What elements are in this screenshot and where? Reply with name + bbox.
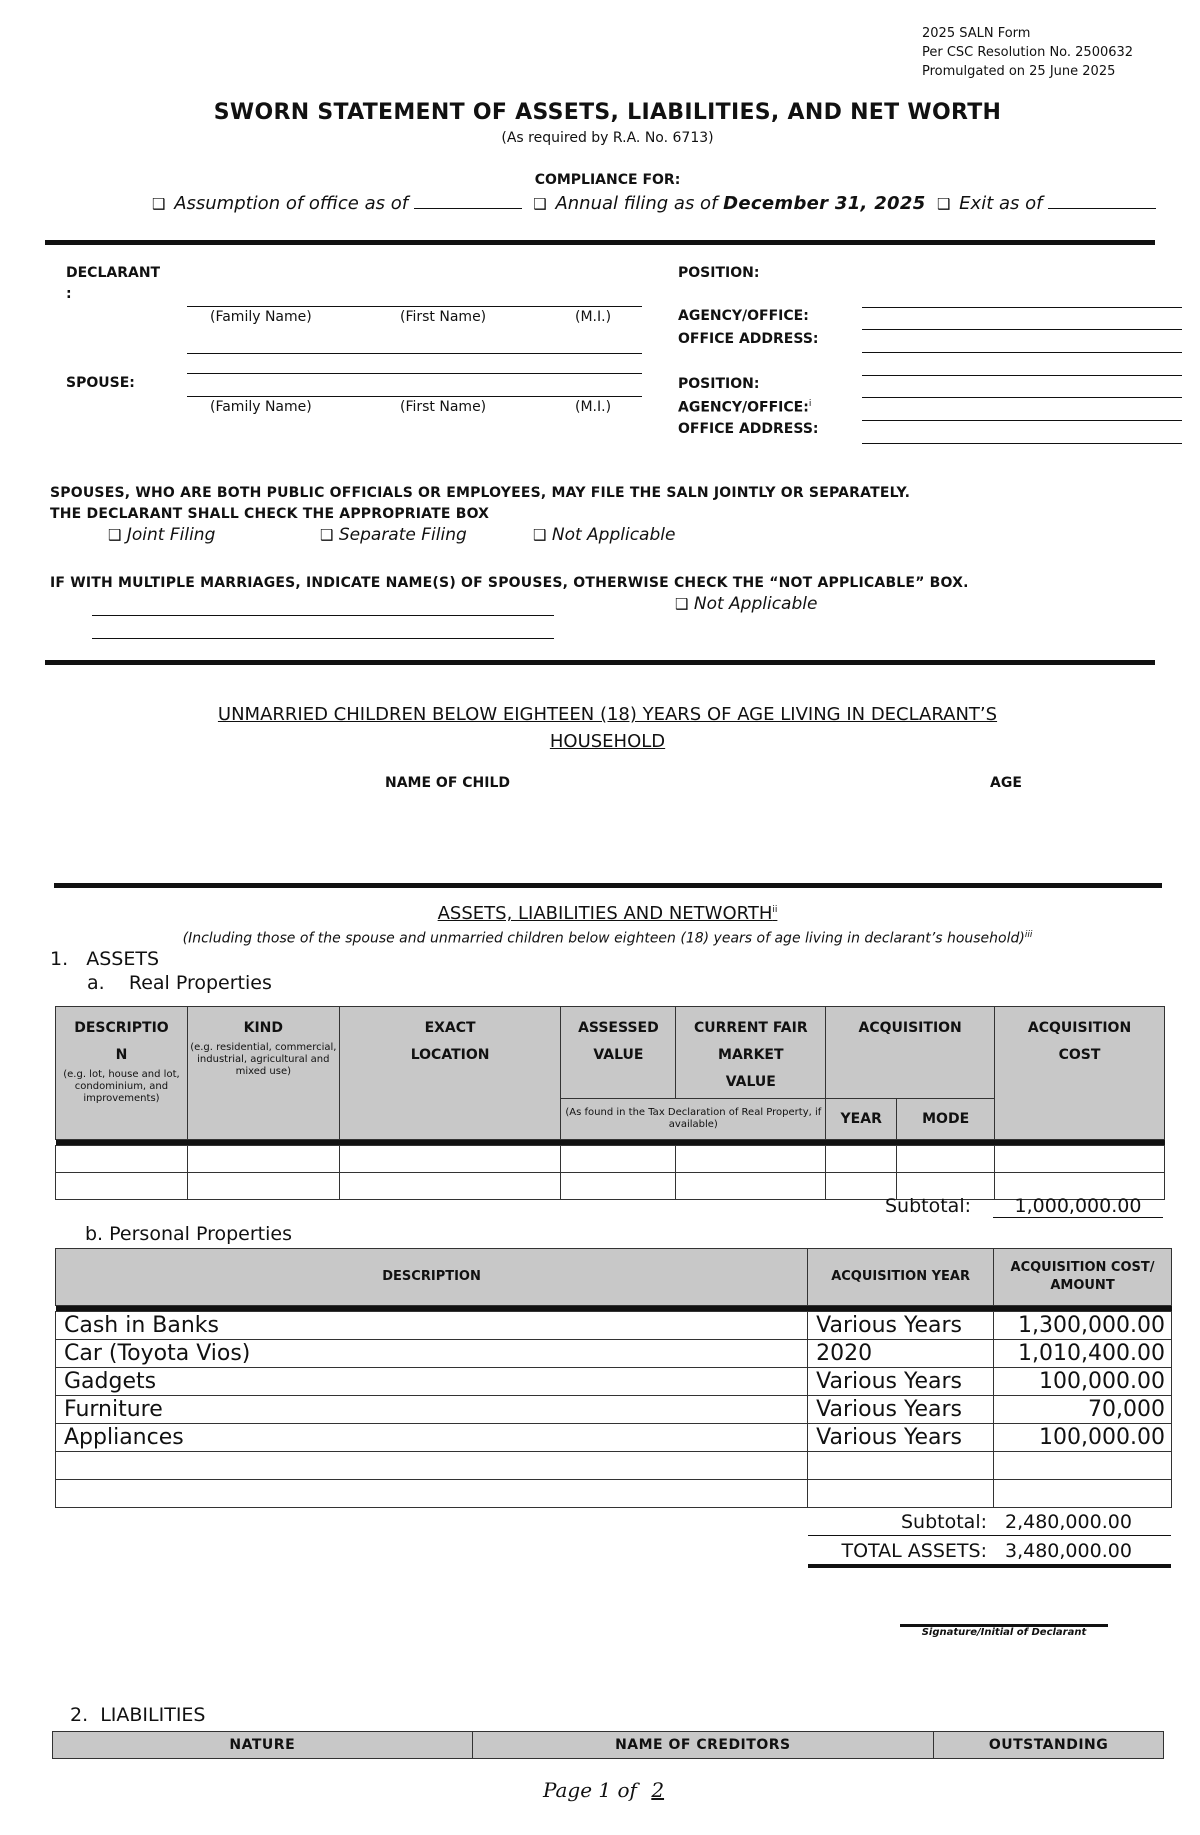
joint-na-label: Not Applicable: [551, 525, 676, 545]
table-cell[interactable]: [561, 1146, 676, 1173]
personal-row-year[interactable]: 2020: [808, 1340, 994, 1368]
table-cell[interactable]: [56, 1452, 808, 1480]
page-subtitle: (As required by R.A. No. 6713): [501, 130, 714, 146]
real-kind-header: [187, 1007, 339, 1140]
table-row: [56, 1424, 1172, 1452]
spouse-position-field[interactable]: [862, 397, 1182, 398]
spouse-address-label: OFFICE ADDRESS:: [678, 421, 819, 437]
personal-cost-header: ACQUISITION COST/ AMOUNT: [994, 1249, 1172, 1306]
assets-section-note: [0, 930, 1200, 947]
declarant-family-name-label: (Family Name): [210, 309, 312, 325]
real-assessed-header-1: ASSESSED: [578, 1020, 659, 1036]
divider: [45, 240, 1155, 245]
personal-properties-table: [55, 1248, 1172, 1508]
divider: [45, 660, 1155, 665]
separate-filing-label: Separate Filing: [338, 525, 467, 545]
spouse-line-top: [862, 375, 1182, 376]
assumption-label: Assumption of office as of: [174, 193, 409, 214]
personal-row-desc[interactable]: Appliances: [56, 1424, 808, 1452]
declarant-position-field[interactable]: [862, 307, 1182, 308]
table-cell[interactable]: [561, 1173, 676, 1200]
declarant-address-field[interactable]: [862, 352, 1182, 353]
assets-section-note-mark: iii: [1024, 930, 1033, 940]
page-number-prefix: Page 1 of: [542, 1778, 637, 1802]
personal-row-year[interactable]: Various Years: [808, 1424, 994, 1452]
personal-row-desc[interactable]: Furniture: [56, 1396, 808, 1424]
spouse-agency-label: [678, 399, 811, 416]
form-version-note: [922, 24, 1133, 81]
compliance-options: [152, 192, 1156, 214]
table-row: [56, 1452, 1172, 1480]
declarant-extra-line: [187, 353, 642, 354]
personal-desc-header: DESCRIPTION: [56, 1249, 808, 1306]
personal-subtotal-row: [808, 1511, 1171, 1536]
liabilities-outstanding-header: OUTSTANDING: [934, 1732, 1164, 1759]
annual-date: December 31, 2025: [723, 193, 926, 214]
declarant-mi-label: (M.I.): [575, 309, 612, 325]
liabilities-nature-header: NATURE: [53, 1732, 473, 1759]
personal-row-desc[interactable]: Cash in Banks: [56, 1312, 808, 1340]
spouse-position-label: POSITION:: [678, 376, 760, 392]
assets-section-footnote: ii: [772, 905, 778, 915]
real-kind-header-text: KIND: [243, 1020, 284, 1036]
table-row: [56, 1368, 1172, 1396]
child-age-header: AGE: [990, 775, 1022, 791]
child-name-header: NAME OF CHILD: [385, 775, 511, 791]
real-properties-label: a. Real Properties: [87, 972, 272, 994]
table-row: [56, 1146, 1165, 1173]
liabilities-creditors-header: NAME OF CREDITORS: [472, 1732, 934, 1759]
children-title-line2: HOUSEHOLD: [549, 731, 666, 752]
spouse-address-field[interactable]: [862, 443, 1182, 444]
spouse-names-field-2[interactable]: [92, 638, 554, 639]
real-assessed-header: [561, 1007, 676, 1099]
separate-filing-checkbox[interactable]: ❑: [320, 526, 334, 544]
declarant-colon: :: [66, 286, 72, 302]
form-version-line: 2025 SALN Form: [922, 26, 1031, 41]
table-row: [56, 1312, 1172, 1340]
marriages-na-label: Not Applicable: [693, 594, 818, 614]
assumption-checkbox[interactable]: ❑: [152, 195, 166, 213]
table-cell[interactable]: [994, 1452, 1172, 1480]
real-location-header: [339, 1007, 561, 1140]
personal-row-year[interactable]: Various Years: [808, 1396, 994, 1424]
spouse-name-field[interactable]: [187, 396, 642, 397]
real-fair-value-header-2: MARKET: [718, 1047, 784, 1063]
personal-row-cost[interactable]: 70,000: [994, 1396, 1172, 1424]
real-mode-header: MODE: [897, 1099, 995, 1140]
personal-row-cost[interactable]: 100,000.00: [994, 1368, 1172, 1396]
liabilities-label: 2. LIABILITIES: [70, 1704, 206, 1726]
real-fair-value-header: [676, 1007, 826, 1099]
real-subtotal-value: 1,000,000.00: [993, 1195, 1163, 1218]
annual-label: Annual filing as of: [555, 193, 718, 214]
table-cell[interactable]: [339, 1146, 561, 1173]
real-kind-note: (e.g. residential, commercial, industrial, agricultural and mixed use): [190, 1042, 337, 1077]
page-title: SWORN STATEMENT OF ASSETS, LIABILITIES, AND NET WORTH: [213, 100, 1002, 125]
table-cell[interactable]: [56, 1480, 808, 1508]
exit-label: Exit as of: [959, 193, 1043, 214]
form-resolution-line: Per CSC Resolution No. 2500632: [922, 45, 1134, 60]
table-cell[interactable]: [808, 1452, 994, 1480]
table-row: [56, 1396, 1172, 1424]
joint-filing-text-2: THE DECLARANT SHALL CHECK THE APPROPRIATE BOX: [50, 506, 490, 522]
real-subtotal-label: Subtotal:: [885, 1195, 972, 1217]
personal-row-year[interactable]: Various Years: [808, 1312, 994, 1340]
joint-filing-checkbox[interactable]: ❑: [108, 526, 122, 544]
annual-checkbox[interactable]: ❑: [533, 195, 547, 213]
multiple-marriages-text: IF WITH MULTIPLE MARRIAGES, INDICATE NAME(S) OF SPOUSES, OTHERWISE CHECK THE “NOT APPLICABLE” BOX.: [50, 575, 969, 591]
table-cell[interactable]: [808, 1480, 994, 1508]
page-number: [0, 1778, 1200, 1802]
real-cost-header-1: ACQUISITION: [1027, 1020, 1132, 1036]
compliance-label: COMPLIANCE FOR:: [534, 172, 681, 188]
personal-row-desc[interactable]: Gadgets: [56, 1368, 808, 1396]
table-cell[interactable]: [187, 1146, 339, 1173]
personal-row-cost[interactable]: 100,000.00: [994, 1424, 1172, 1452]
real-desc-header: [56, 1007, 188, 1140]
exit-date-field[interactable]: [1048, 192, 1156, 209]
declarant-first-name-label: (First Name): [400, 309, 487, 325]
divider: [54, 883, 1162, 888]
real-location-header-1: EXACT: [424, 1020, 476, 1036]
total-assets-row: [808, 1540, 1171, 1568]
personal-subtotal-value: 2,480,000.00: [1005, 1511, 1132, 1533]
form-promulgated-line: Promulgated on 25 June 2025: [922, 64, 1116, 79]
joint-not-applicable-option[interactable]: [533, 525, 675, 545]
assumption-date-field[interactable]: [414, 192, 522, 209]
exit-checkbox[interactable]: ❑: [936, 195, 951, 213]
real-assessed-header-2: VALUE: [593, 1047, 644, 1063]
spouse-first-name-label: (First Name): [400, 399, 487, 415]
table-cell[interactable]: [676, 1146, 826, 1173]
table-cell[interactable]: [994, 1480, 1172, 1508]
table-cell[interactable]: [676, 1173, 826, 1200]
personal-row-desc[interactable]: Car (Toyota Vios): [56, 1340, 808, 1368]
table-cell[interactable]: [826, 1146, 897, 1173]
declarant-agency-field[interactable]: [862, 329, 1182, 330]
real-cost-header: [995, 1007, 1165, 1140]
real-cost-header-2: COST: [1058, 1047, 1101, 1063]
real-tax-note: (As found in the Tax Declaration of Real Property, if available): [561, 1099, 826, 1140]
assets-section-title: [0, 903, 1200, 924]
marriages-na-checkbox[interactable]: ❑: [675, 595, 689, 613]
joint-filing-text-1: SPOUSES, WHO ARE BOTH PUBLIC OFFICIALS OR EMPLOYEES, MAY FILE THE SALN JOINTLY OR SEPARATELY.: [50, 485, 911, 501]
separate-filing-option[interactable]: [320, 525, 467, 545]
real-acquisition-header-text: ACQUISITION: [858, 1020, 962, 1036]
page-total: 2: [651, 1778, 665, 1802]
declarant-address-label: OFFICE ADDRESS:: [678, 331, 819, 347]
table-cell[interactable]: [56, 1146, 188, 1173]
spouse-names-field-1[interactable]: [92, 615, 554, 616]
joint-filing-label: Joint Filing: [126, 525, 216, 545]
assets-section-note-text: (Including those of the spouse and unmarried children below eighteen (18) years of age living in declarant’s household): [182, 930, 1025, 947]
declarant-name-field[interactable]: [187, 306, 642, 307]
marriages-not-applicable-option[interactable]: [675, 594, 817, 614]
table-cell[interactable]: [897, 1146, 995, 1173]
table-cell[interactable]: [339, 1173, 561, 1200]
personal-year-header: ACQUISITION YEAR: [808, 1249, 994, 1306]
joint-filing-option[interactable]: [108, 525, 215, 545]
table-row: [56, 1340, 1172, 1368]
total-assets-value: 3,480,000.00: [1005, 1540, 1132, 1562]
total-assets-label: TOTAL ASSETS:: [841, 1540, 987, 1562]
spouse-extra-line: [187, 373, 642, 374]
personal-row-year[interactable]: Various Years: [808, 1368, 994, 1396]
personal-subtotal-label: Subtotal:: [900, 1511, 987, 1533]
spouse-mi-label: (M.I.): [575, 399, 612, 415]
personal-row-cost[interactable]: 1,010,400.00: [994, 1340, 1172, 1368]
real-desc-header-2: N: [115, 1047, 128, 1063]
real-location-header-2: LOCATION: [410, 1047, 490, 1063]
real-acquisition-header: [826, 1007, 995, 1099]
liabilities-table: [52, 1731, 1164, 1759]
declarant-agency-label: AGENCY/OFFICE:: [678, 308, 809, 324]
real-year-header: YEAR: [826, 1099, 897, 1140]
spouse-label: SPOUSE:: [66, 375, 135, 391]
spouse-family-name-label: (Family Name): [210, 399, 312, 415]
real-properties-table: [55, 1006, 1165, 1200]
children-title-line1: UNMARRIED CHILDREN BELOW EIGHTEEN (18) YEARS OF AGE LIVING IN DECLARANT’S: [217, 704, 998, 725]
joint-na-checkbox[interactable]: ❑: [533, 526, 547, 544]
spouse-agency-text: AGENCY/OFFICE:: [678, 399, 809, 416]
spouse-agency-field[interactable]: [862, 420, 1182, 421]
personal-row-cost[interactable]: 1,300,000.00: [994, 1312, 1172, 1340]
table-cell[interactable]: [995, 1146, 1165, 1173]
spouse-agency-footnote: i: [808, 399, 812, 409]
real-desc-note: (e.g. lot, house and lot, condominium, and improvements): [63, 1069, 180, 1104]
table-row: [56, 1480, 1172, 1508]
real-desc-header-1: DESCRIPTIO: [74, 1020, 169, 1036]
assets-label: 1. ASSETS: [50, 948, 160, 970]
declarant-label: DECLARANT: [66, 265, 161, 281]
personal-properties-label: b. Personal Properties: [85, 1223, 292, 1245]
real-fair-value-header-1: CURRENT FAIR: [693, 1020, 808, 1036]
assets-section-title-text: ASSETS, LIABILITIES AND NETWORTH: [437, 903, 773, 924]
table-cell[interactable]: [187, 1173, 339, 1200]
declarant-position-label: POSITION:: [678, 265, 760, 281]
real-fair-value-header-3: VALUE: [725, 1074, 776, 1090]
table-cell[interactable]: [56, 1173, 188, 1200]
signature-label: Signature/Initial of Declarant: [921, 1627, 1087, 1638]
